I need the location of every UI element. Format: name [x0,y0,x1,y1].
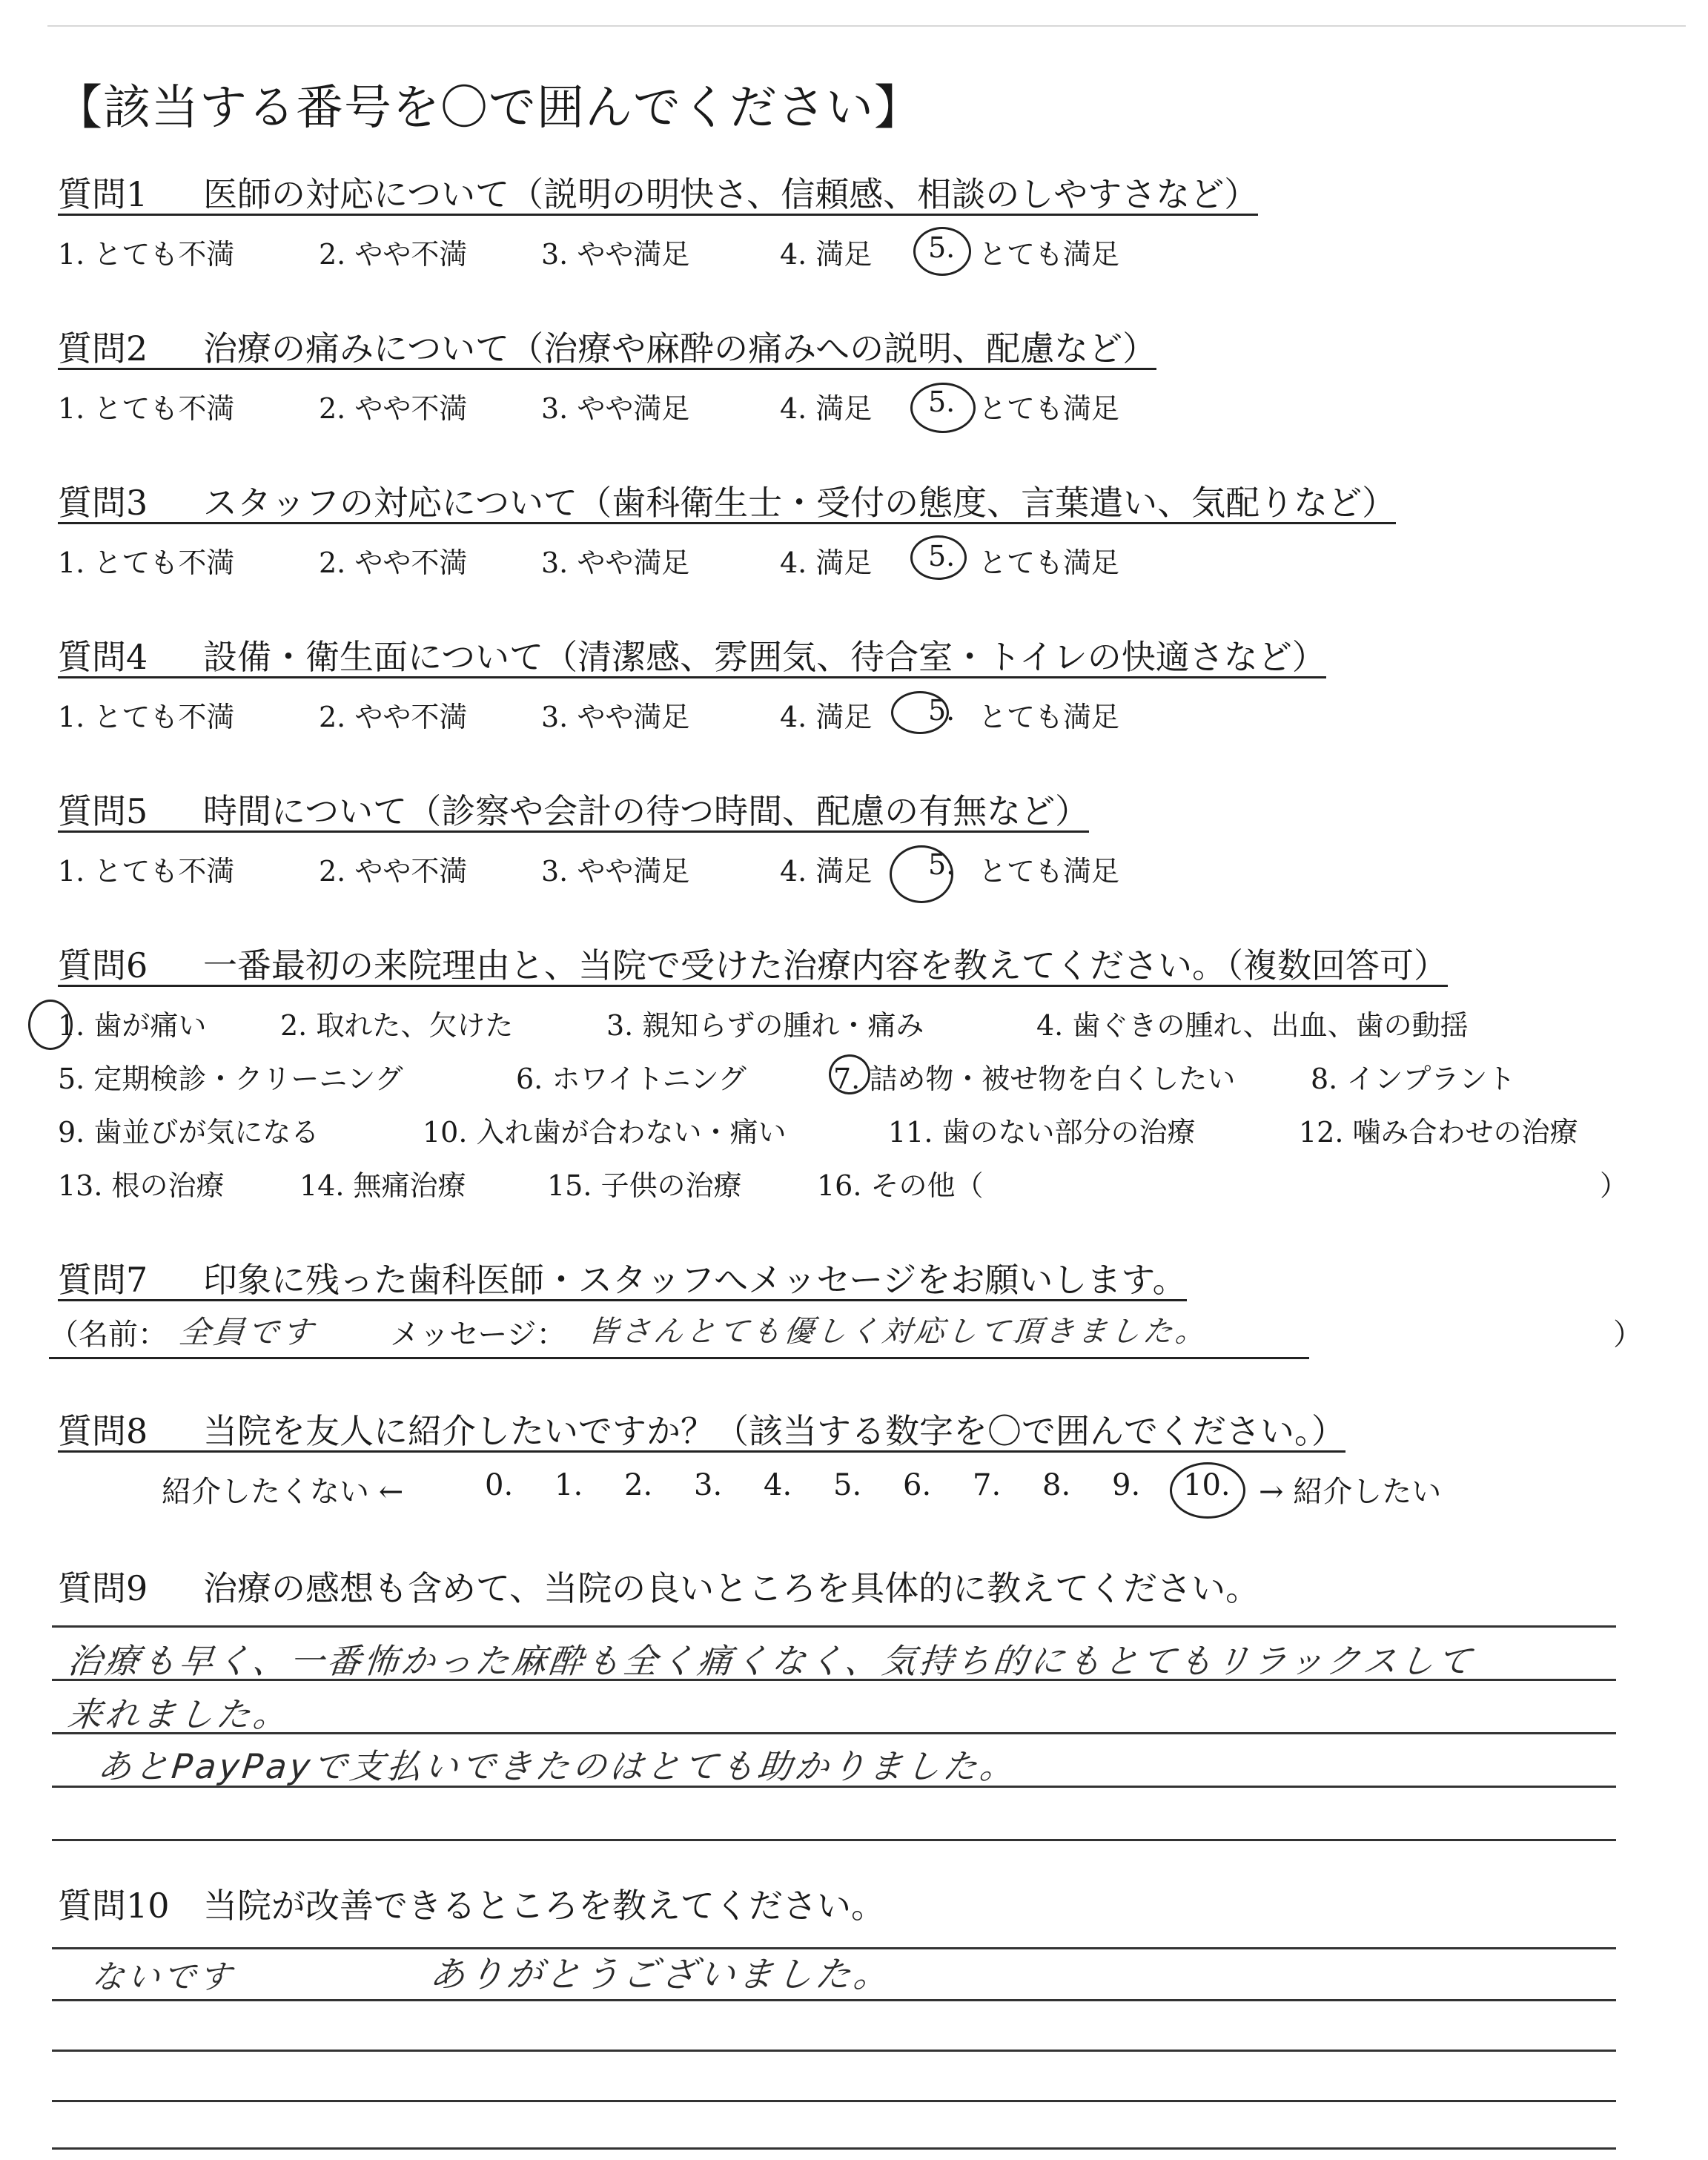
q1-option-3[interactable]: 3. やや満足 [541,238,690,271]
question-5-text: 時間について（診察や会計の待つ時間、配慮の有無など） [203,791,1090,831]
question-9-text: 治療の感想も含めて、当院の良いところを具体的に教えてください。 [203,1568,1260,1608]
q7-name-field[interactable]: 全員です [177,1314,318,1350]
q3-option-2[interactable]: 2. やや不満 [319,546,468,579]
q6-option-13[interactable]: 13. 根の治療 [58,1169,225,1202]
q1-option-5[interactable]: 5. [928,231,956,264]
q10-answer-b[interactable]: ありがとうございました。 [427,1954,895,1995]
q1-option-4[interactable]: 4. 満足 [780,238,873,271]
q5-option-2[interactable]: 2. やや不満 [319,855,468,888]
q6-row-4 [58,1163,1629,1202]
q9-line-5 [52,1839,1616,1841]
q5-option-1[interactable]: 1. とても不満 [58,855,235,888]
q10-line-5 [52,2147,1616,2150]
q3-option-5-label: とても満足 [979,546,1120,579]
q4-option-5-label: とても満足 [979,701,1120,733]
q9-line-1 [52,1625,1616,1628]
question-6-heading [58,939,1448,987]
question-2-heading [58,322,1156,370]
q5-option-4[interactable]: 4. 満足 [780,855,873,888]
q5-option-3[interactable]: 3. やや満足 [541,855,690,888]
q6-option-16-close: ） [1600,1169,1629,1202]
question-6-text: 一番最初の来院理由と、当院で受けた治療内容を教えてください。（複数回答可） [203,945,1448,985]
question-4-number: 質問4 [58,637,148,677]
q6-selected-circle-2 [829,1054,870,1094]
question-3-text: スタッフの対応について（歯科衛生士・受付の態度、言葉遣い、気配りなど） [203,483,1397,523]
q4-option-1[interactable]: 1. とても不満 [58,701,235,733]
q7-message-label: メッセージ： [390,1318,566,1352]
question-7-text: 印象に残った歯科医師・スタッフへメッセージをお願いします。 [203,1260,1187,1300]
q6-option-6[interactable]: 6. ホワイトニング [516,1063,747,1095]
q6-option-8[interactable]: 8. インプラント [1311,1063,1516,1095]
q3-option-5[interactable]: 5. [928,540,956,572]
q4-option-4[interactable]: 4. 満足 [780,701,873,733]
page-title: 【該当する番号を〇で囲んでください】 [55,81,922,136]
q8-scale-8[interactable]: 8. [1042,1468,1071,1502]
q1-option-2[interactable]: 2. やや不満 [319,238,468,271]
q8-scale-4[interactable]: 4. [764,1468,792,1502]
q6-option-16[interactable]: 16. その他（ [817,1169,984,1202]
q6-option-15[interactable]: 15. 子供の治療 [547,1169,742,1202]
question-10-text: 当院が改善できるところを教えてください。 [203,1886,885,1926]
q1-option-1[interactable]: 1. とても不満 [58,238,235,271]
q8-scale-6[interactable]: 6. [903,1468,932,1502]
question-8-heading [58,1404,1345,1453]
q8-scale-9[interactable]: 9. [1112,1468,1141,1502]
q8-scale-0[interactable]: 0. [485,1468,514,1502]
q2-option-5[interactable]: 5. [928,386,956,418]
q6-option-5[interactable]: 5. 定期検診・クリーニング [58,1063,403,1095]
q2-option-5-label: とても満足 [979,392,1120,425]
question-1-text: 医師の対応について（説明の明快さ、信頼感、相談のしやすさなど） [203,174,1259,214]
question-4-heading [58,630,1326,678]
q5-selected-circle [890,845,956,903]
q7-close-paren: ） [1613,1318,1643,1352]
question-7-number: 質問7 [58,1260,148,1300]
q3-option-4[interactable]: 4. 満足 [780,546,873,579]
q2-selected-circle [910,383,976,433]
q6-option-4[interactable]: 4. 歯ぐきの腫れ、出血、歯の動揺 [1036,1009,1469,1042]
q8-scale-1[interactable]: 1. [555,1468,583,1502]
q8-scale-5[interactable]: 5. [833,1468,862,1502]
q9-answer-line-3[interactable]: あとPayPayで支払いできたのはとても助かりました。 [95,1746,1019,1786]
q2-option-3[interactable]: 3. やや満足 [541,392,690,425]
question-4-text: 設備・衛生面について（清潔感、雰囲気、待合室・トイレの快適さなど） [203,637,1326,677]
q8-scale-3[interactable]: 3. [694,1468,723,1502]
q1-selected-circle [913,227,971,276]
q4-option-5[interactable]: 5. [928,694,956,727]
question-9-heading [58,1562,1260,1608]
q8-right-label: → 紹介したい [1259,1475,1442,1509]
q4-selected-circle [891,691,949,734]
question-9-number: 質問9 [58,1568,148,1608]
q10-line-4 [52,2100,1616,2102]
q3-option-1[interactable]: 1. とても不満 [58,546,235,579]
q8-scale-7[interactable]: 7. [973,1468,1002,1502]
question-3-number: 質問3 [58,483,148,523]
question-2-text: 治療の痛みについて（治療や麻酔の痛みへの説明、配慮など） [203,328,1157,369]
q6-selected-circle-1 [28,1000,73,1050]
q7-answer-row [49,1311,1643,1355]
question-8-number: 質問8 [58,1411,148,1451]
question-8-text: 当院を友人に紹介したいですか？（該当する数字を〇で囲んでください。） [203,1411,1345,1451]
q3-selected-circle [910,535,967,580]
q4-option-3[interactable]: 3. やや満足 [541,701,690,733]
q8-scale-2[interactable]: 2. [624,1468,653,1502]
question-6-number: 質問6 [58,945,148,985]
q6-option-11[interactable]: 11. 歯のない部分の治療 [888,1116,1196,1149]
q5-option-5-label: とても満足 [979,855,1120,888]
q6-option-12[interactable]: 12. 噛み合わせの治療 [1299,1116,1578,1149]
question-5-number: 質問5 [58,791,148,831]
q8-left-label: 紹介したくない ← [162,1475,404,1509]
question-7-heading [58,1253,1187,1301]
q7-underline [49,1357,1309,1359]
question-3-heading [58,476,1396,524]
q5-option-5[interactable]: 5. [928,848,956,881]
q2-option-4[interactable]: 4. 満足 [780,392,873,425]
q7-name-label: （名前： [49,1318,168,1352]
q8-scale-10[interactable]: 10. [1183,1468,1231,1502]
q4-option-2[interactable]: 2. やや不満 [319,701,468,733]
q2-option-1[interactable]: 1. とても不満 [58,392,235,425]
q2-option-2[interactable]: 2. やや不満 [319,392,468,425]
q6-option-9[interactable]: 9. 歯並びが気になる [58,1116,320,1149]
q6-option-7[interactable]: 7. 詰め物・被せ物を白くしたい [833,1063,1236,1095]
top-edge-line [47,25,1686,27]
q1-option-5-label: とても満足 [979,238,1120,271]
question-2-number: 質問2 [58,328,148,369]
q10-line-2 [52,1999,1616,2001]
question-1-heading [58,168,1258,216]
q6-option-1[interactable]: 1. 歯が痛い [58,1009,207,1042]
question-10-heading [58,1879,885,1925]
q7-message-field[interactable]: 皆さんとても優しく対応して頂きました。 [586,1315,1211,1349]
q3-option-3[interactable]: 3. やや満足 [541,546,690,579]
question-1-number: 質問1 [58,174,148,214]
q8-selected-circle [1170,1462,1245,1519]
q10-answer-a[interactable]: ないです [89,1958,236,1996]
q9-answer-line-2[interactable]: 来れました。 [65,1694,293,1734]
q6-option-14[interactable]: 14. 無痛治療 [299,1169,466,1202]
q6-option-2[interactable]: 2. 取れた、欠けた [280,1009,514,1042]
question-10-number: 質問10 [58,1886,170,1926]
question-5-heading [58,785,1089,833]
q10-line-3 [52,2050,1616,2052]
q9-answer-line-1[interactable]: 治療も早く、一番怖かった麻酔も全く痛くなく、気持ち的にもとてもリラックスして [65,1641,1477,1681]
q6-option-10[interactable]: 10. 入れ歯が合わない・痛い [423,1116,787,1149]
q6-option-3[interactable]: 3. 親知らずの腫れ・痛み [606,1009,924,1042]
